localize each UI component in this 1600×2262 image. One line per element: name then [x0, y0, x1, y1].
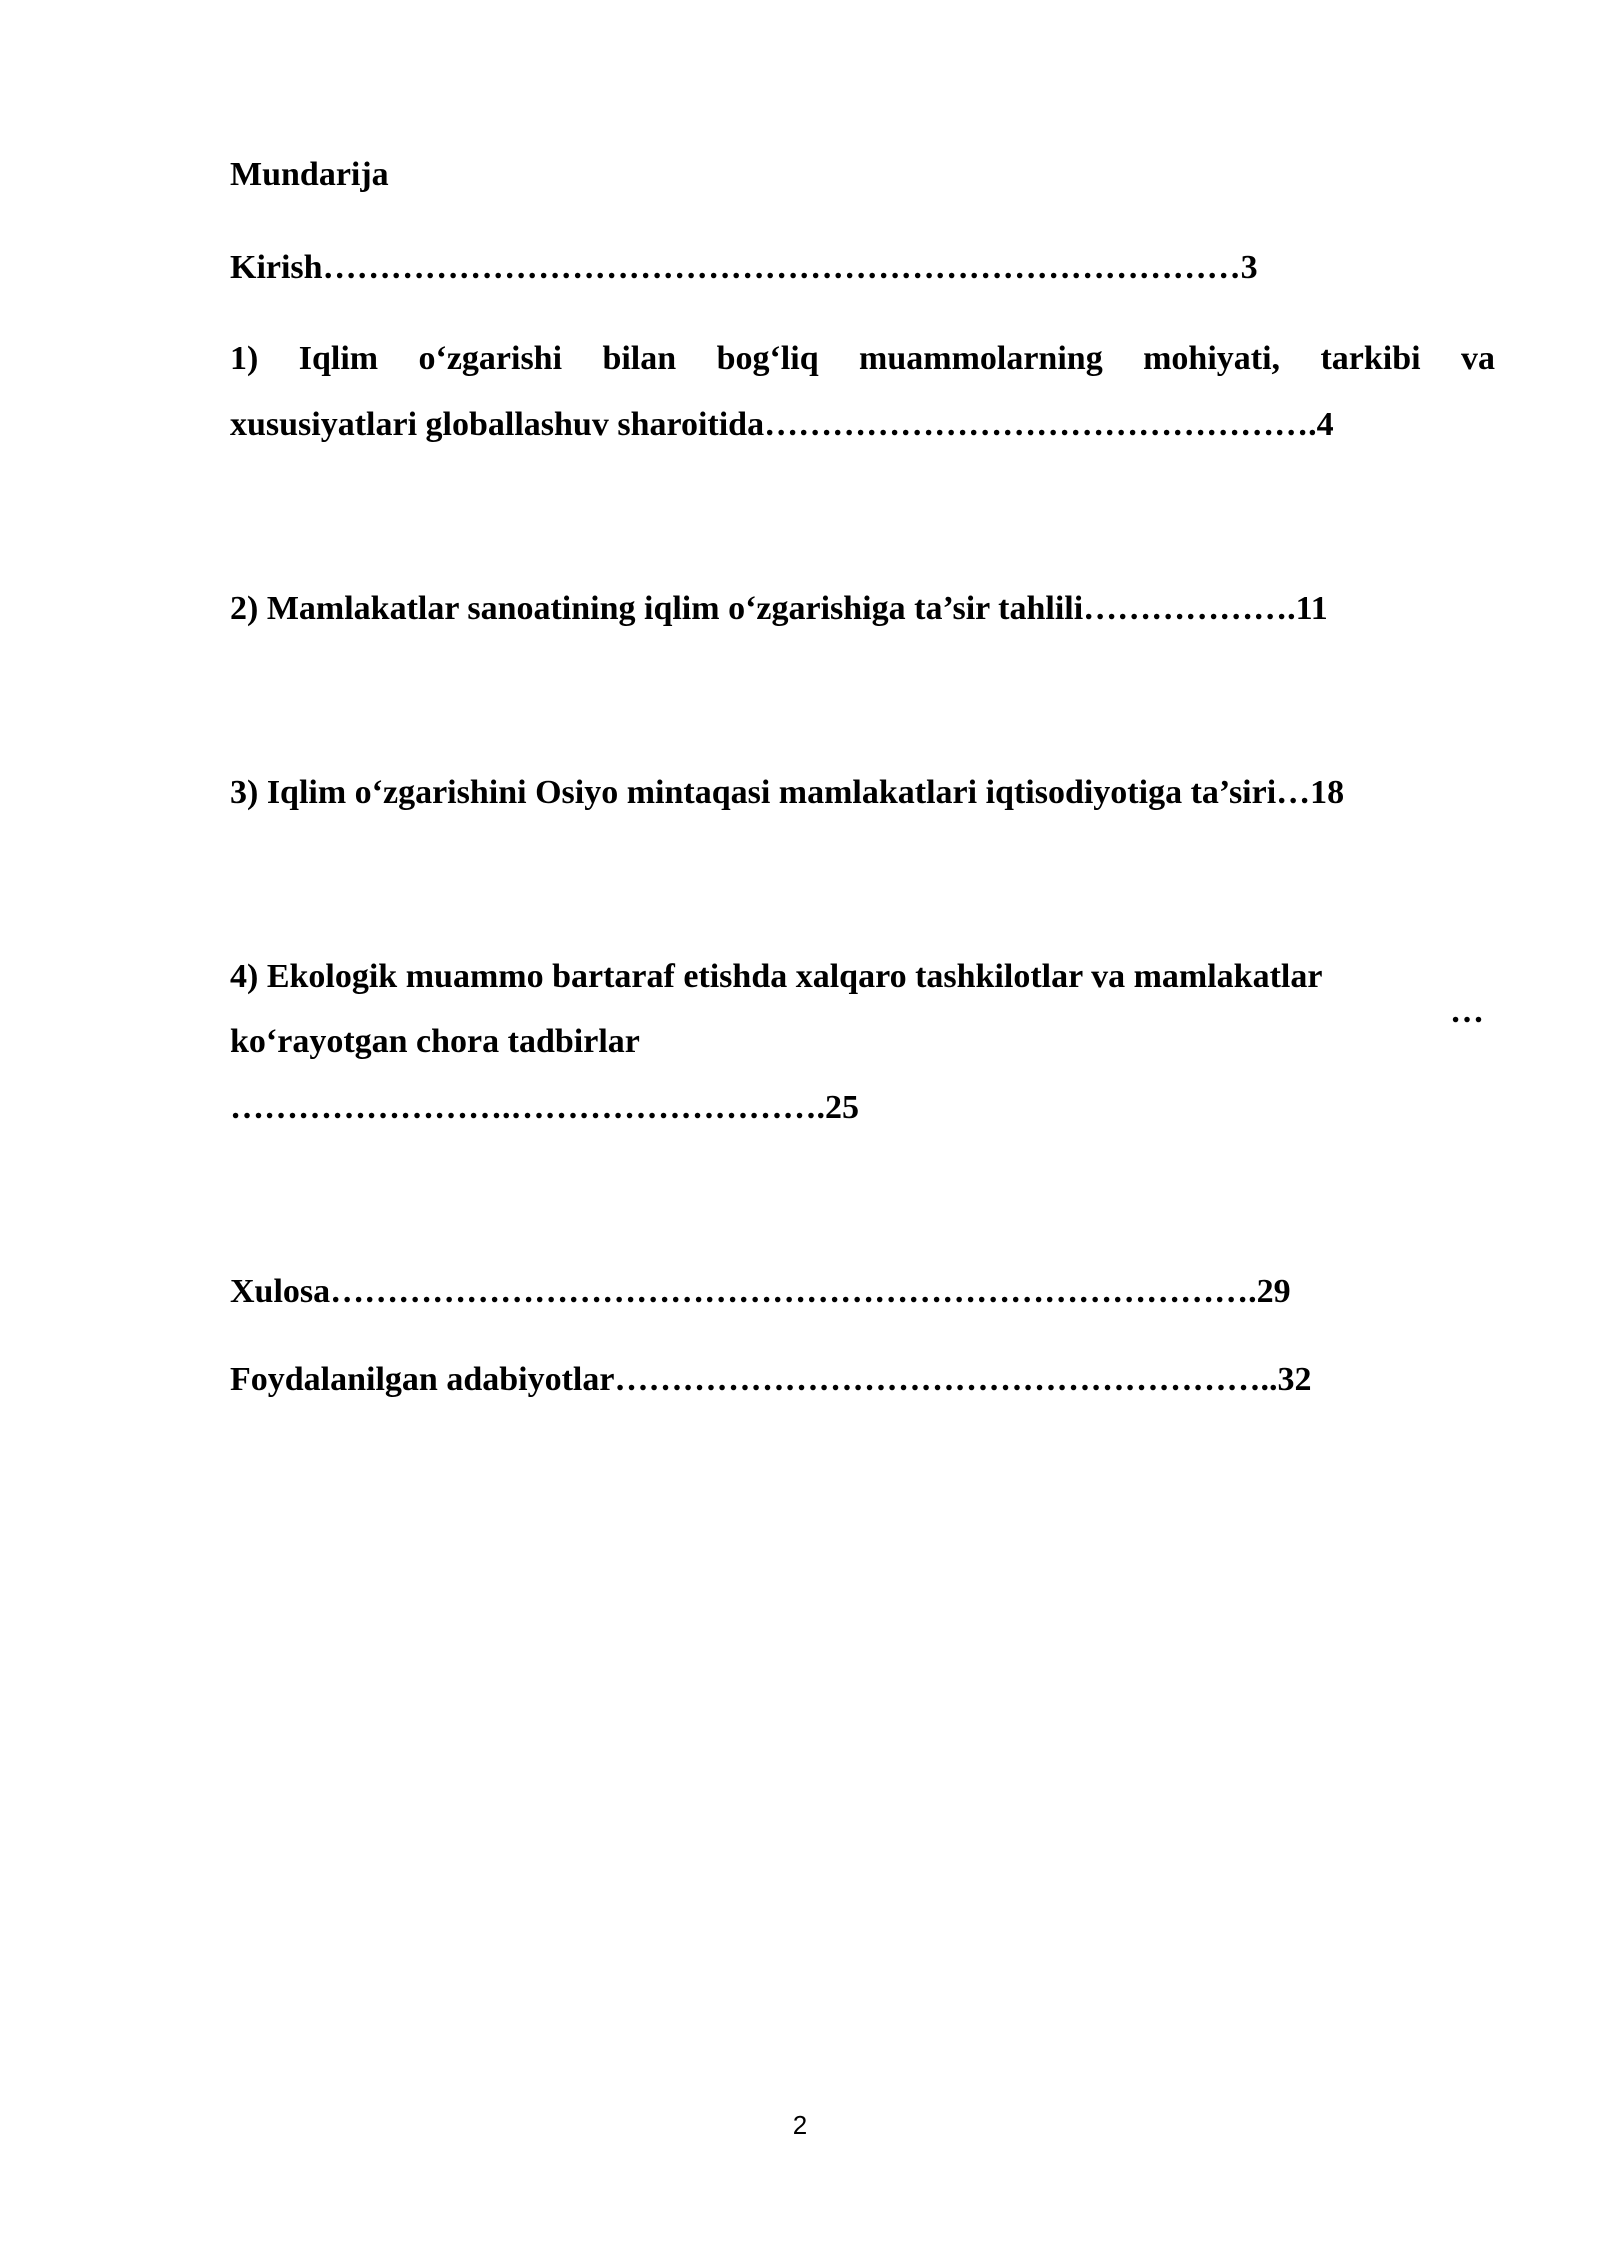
- toc-entry-adabiyotlar: Foydalanilgan adabiyotlar…………………………………………………..32: [230, 1361, 1312, 1398]
- toc-entry-xulosa: Xulosa……………………………………………………………………….29: [230, 1273, 1291, 1310]
- toc-entry-1-line-1: 1) Iqlim o‘zgarishi bilan bog‘liq muammolarning mohiyati, tarkibi va: [230, 340, 1495, 377]
- toc-entry-2: 2) Mamlakatlar sanoatining iqlim o‘zgarishiga ta’sir tahlili……………….11: [230, 590, 1328, 627]
- toc-entry-4-line-3: …………………….……………………….25: [230, 1089, 859, 1126]
- toc-entry-1-line-2: xususiyatlari globallashuv sharoitida………………………………………….4: [230, 406, 1334, 443]
- toc-heading: Mundarija: [230, 156, 389, 193]
- toc-entry-4-line-1: 4) Ekologik muammo bartaraf etishda xalqaro tashkilotlar va mamlakatlar: [230, 958, 1323, 995]
- toc-entry-kirish: Kirish………………………………………………………………………3: [230, 249, 1258, 286]
- page-number: 2: [792, 2110, 808, 2140]
- toc-entry-4-ellipsis: …: [1450, 993, 1484, 1030]
- toc-entry-3: 3) Iqlim o‘zgarishini Osiyo mintaqasi mamlakatlari iqtisodiyotiga ta’siri…18: [230, 774, 1345, 811]
- toc-entry-4-line-2: ko‘rayotgan chora tadbirlar: [230, 1023, 640, 1060]
